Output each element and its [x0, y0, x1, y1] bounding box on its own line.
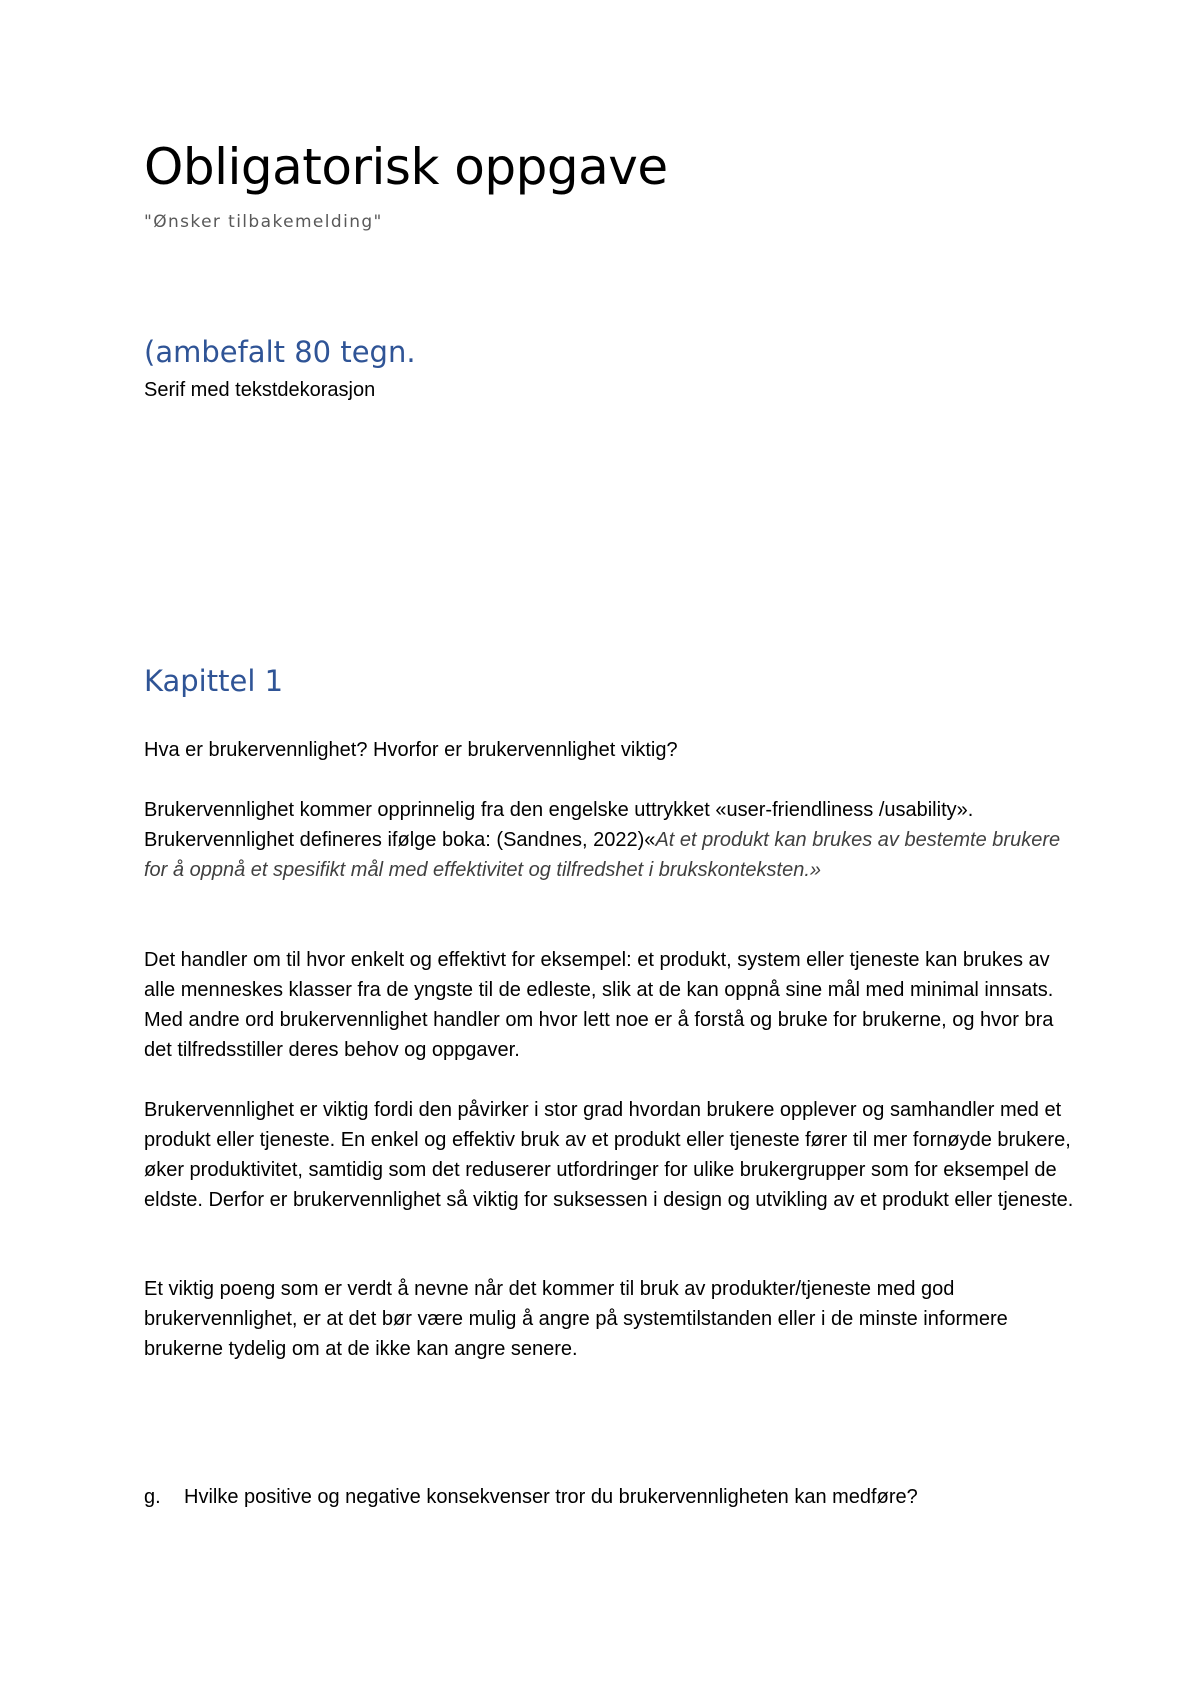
usability-question: Hva er brukervennlighet? Hvorfor er brukervennlighet viktig? [144, 739, 678, 761]
definition-quote: At et produkt kan brukes av bestemte brukere for å oppnå et spesifikt mål med effektivitet og tilfredshet i brukskonteksten.» [144, 829, 1061, 881]
definition-paragraph [144, 795, 1074, 885]
chapter-heading: Kapittel 1 [144, 664, 284, 698]
definition-text: Brukervennlighet kommer opprinnelig fra den engelske uttrykket «user-friendliness /usability». Brukervennlighet defineres ifølge boka: (Sandnes, 2022)« [144, 799, 974, 851]
document-subtitle: "Ønsker tilbakemelding" [144, 212, 383, 232]
recommended-length-heading: (ambefalt 80 tegn. [144, 335, 416, 369]
undo-paragraph: Et viktig poeng som er verdt å nevne når det kommer til bruk av produkter/tjeneste med god brukervennlighet, er at det bør være mulig å angre på systemtilstanden eller i de minste informere brukerne tydelig om at de ikke kan angre senere. [144, 1278, 1008, 1360]
about-paragraph: Det handler om til hvor enkelt og effektivt for eksempel: et produkt, system eller tjeneste kan brukes av alle menneskes klasser fra de yngste til de edleste, slik at de kan oppnå sine mål med minimal innsats. Med andre ord brukervennlighet handler om hvor lett noe er å forstå og bruke for brukerne, og hvor bra det tilfredsstiller deres behov og oppgaver. [144, 949, 1054, 1061]
list-item [144, 1482, 918, 1512]
serif-decoration-line: Serif med tekstdekorasjon [144, 379, 376, 401]
document-title: Obligatorisk oppgave [144, 138, 668, 196]
list-item-text: Hvilke positive og negative konsekvenser tror du brukervennligheten kan medføre? [184, 1486, 918, 1508]
importance-paragraph: Brukervennlighet er viktig fordi den påvirker i stor grad hvordan brukere opplever og samhandler med et produkt eller tjeneste. En enkel og effektiv bruk av et produkt eller tjeneste fører til mer fornøyde brukere, øker produktivitet, samtidig som det reduserer utfordringer for ulike brukergrupper som for eksempel de eldste. Derfor er brukervennlighet så viktig for suksessen i design og utvikling av et produkt eller tjeneste. [144, 1099, 1074, 1211]
list-marker: g. [144, 1486, 161, 1508]
